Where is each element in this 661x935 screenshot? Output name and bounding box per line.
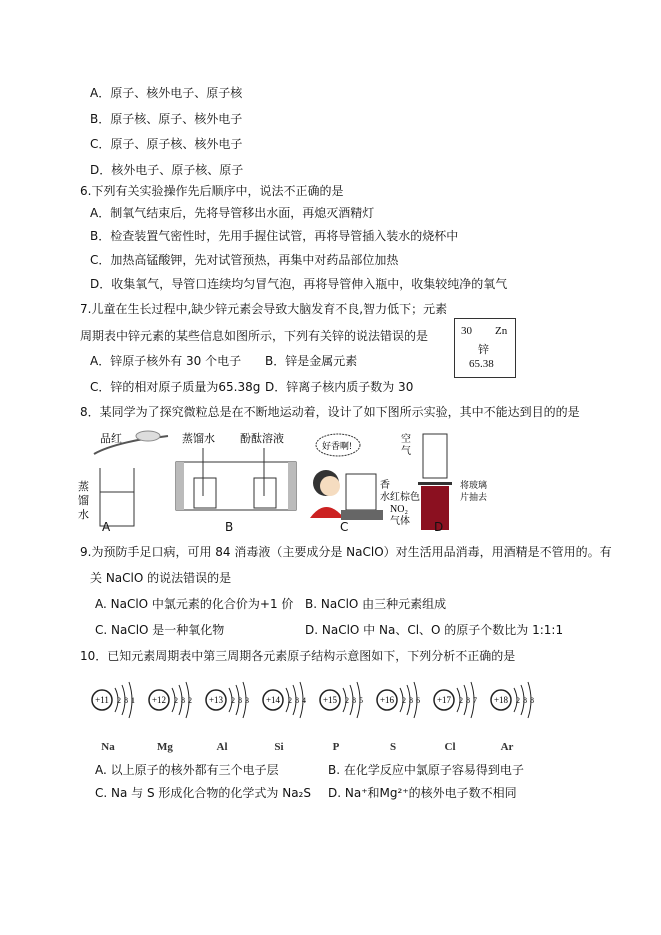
q10-option-d: D. Na⁺和Mg²⁺的核外电子数不相同 <box>328 786 517 800</box>
svg-text:将玻璃: 将玻璃 <box>460 480 488 490</box>
element-symbol: Si <box>274 741 284 753</box>
electron-count: 8 <box>295 696 299 705</box>
q6-stem: 6.下列有关实验操作先后顺序中，说法不正确的是 <box>80 184 344 198</box>
q6-option-b: B．检查装置气密性时，先用手握住试管，再将导管插入装水的烧杯中 <box>90 229 459 243</box>
svg-text:气体: 气体 <box>390 516 410 527</box>
q10-stem: 10．已知元素周期表中第三周期各元素原子结构示意图如下，下列分析不正确的是 <box>80 649 516 663</box>
electron-count: 3 <box>245 696 249 705</box>
electron-count: 8 <box>523 696 527 705</box>
electron-count: 5 <box>359 696 363 705</box>
electron-count: 1 <box>131 696 135 705</box>
electron-count: 8 <box>238 696 242 705</box>
element-symbol: P <box>332 741 340 753</box>
q9-option-a: A. NaClO 中氯元素的化合价为+1 价 <box>95 597 294 611</box>
q6-option-d: D．收集氧气，导管口连续均匀冒气泡，再将导管伸入瓶中，收集较纯净的氧气 <box>90 277 508 291</box>
electron-count: 8 <box>124 696 128 705</box>
element-name: 锌 <box>478 343 489 356</box>
electron-count: 6 <box>416 696 420 705</box>
svg-text:香: 香 <box>380 480 390 491</box>
atom-S <box>377 682 420 753</box>
electron-count: 2 <box>174 696 178 705</box>
q7-option-b: B．锌是金属元素 <box>265 354 358 368</box>
q7-option-d: D．锌离子核内质子数为 30 <box>265 380 414 394</box>
experiment-b <box>176 431 296 510</box>
svg-text:片抽去: 片抽去 <box>460 492 488 502</box>
element-symbol: Mg <box>157 741 173 753</box>
nuclear-charge: +15 <box>322 695 338 705</box>
label-pinhong: 品红 <box>100 433 122 445</box>
q7-option-c: C．锌的相对原子质量为65.38g <box>90 380 261 394</box>
experiment-c <box>310 434 390 520</box>
svg-text:馏: 馏 <box>78 495 89 507</box>
electron-count: 2 <box>459 696 463 705</box>
electron-count: 2 <box>117 696 121 705</box>
q9-option-b: B. NaClO 由三种元素组成 <box>305 597 447 611</box>
experiment-a <box>78 431 168 526</box>
q5-option-b: B．原子核、原子、核外电子 <box>90 112 243 126</box>
atom-Mg <box>149 682 192 753</box>
element-symbol: Zn <box>495 325 508 337</box>
svg-text:NO₂: NO₂ <box>390 504 408 515</box>
q7-stem-line1: 7.儿童在生长过程中,缺少锌元素会导致大脑发育不良,智力低下；元素 <box>80 302 448 316</box>
q7-stem-line2: 周期表中锌元素的某些信息如图所示，下列有关锌的说法错误的是 <box>80 329 429 343</box>
q9-stem-line2: 关 NaClO 的说法错误的是 <box>90 571 232 585</box>
electron-count: 2 <box>231 696 235 705</box>
atom-P <box>320 682 363 753</box>
nuclear-charge: +18 <box>493 695 509 705</box>
svg-text:好香啊!: 好香啊! <box>322 441 352 451</box>
electron-count: 2 <box>345 696 349 705</box>
q5-option-a: A．原子、核外电子、原子核 <box>90 86 243 100</box>
svg-text:空: 空 <box>401 434 411 445</box>
nuclear-charge: +16 <box>379 695 395 705</box>
atomic-number: 30 <box>461 325 472 337</box>
electron-count: 7 <box>473 696 477 705</box>
nuclear-charge: +12 <box>151 695 167 705</box>
nuclear-charge: +13 <box>208 695 224 705</box>
electron-count: 2 <box>288 696 292 705</box>
svg-text:气: 气 <box>401 446 411 457</box>
experiment-d <box>390 432 487 530</box>
fig-label-b: B <box>225 520 234 534</box>
q8-stem: 8．某同学为了探究微粒总是在不断地运动着，设计了如下图所示实验，其中不能达到目的的是 <box>80 405 580 419</box>
electron-count: 8 <box>409 696 413 705</box>
fig-label-d: D <box>434 520 444 534</box>
q9-option-c: C. NaClO 是一种氧化物 <box>95 623 225 637</box>
element-symbol: Na <box>101 741 115 753</box>
electron-count: 2 <box>188 696 192 705</box>
nuclear-charge: +14 <box>265 695 281 705</box>
q6-option-a: A．制氧气结束后，先将导管移出水面，再熄灭酒精灯 <box>90 206 375 220</box>
electron-count: 8 <box>181 696 185 705</box>
zinc-element-card <box>454 318 516 378</box>
atom-Si <box>263 682 306 753</box>
electron-count: 8 <box>352 696 356 705</box>
q10-option-b: B. 在化学反应中氯原子容易得到电子 <box>328 763 524 777</box>
label-phenolphthalein: 酚酞溶液 <box>240 433 284 445</box>
element-symbol: S <box>389 741 397 753</box>
electron-count: 8 <box>530 696 534 705</box>
electron-count: 2 <box>516 696 520 705</box>
svg-text:蒸: 蒸 <box>78 481 89 493</box>
element-symbol: Al <box>216 741 228 753</box>
q10-option-c: C. Na 与 S 形成化合物的化学式为 Na₂S <box>95 786 311 800</box>
atom-Na <box>92 682 135 753</box>
atomic-mass: 65.38 <box>469 358 494 370</box>
svg-text:水: 水 <box>380 492 390 503</box>
nuclear-charge: +17 <box>436 695 452 705</box>
atom-Cl <box>434 682 477 753</box>
q9-option-d: D. NaClO 中 Na、Cl、O 的原子个数比为 1:1:1 <box>305 623 564 637</box>
q8-experiment-figure <box>78 428 488 534</box>
fig-label-a: A <box>102 520 111 534</box>
q5-option-c: C．原子、原子核、核外电子 <box>90 137 243 151</box>
label-distilled-water: 蒸馏水 <box>182 433 215 445</box>
q7-option-a: A．锌原子核外有 30 个电子 <box>90 354 242 368</box>
electron-count: 4 <box>302 696 306 705</box>
svg-text:水: 水 <box>78 509 89 521</box>
atomic-structure-diagrams <box>90 672 560 752</box>
q6-option-c: C．加热高锰酸钾，先对试管预热，再集中对药品部位加热 <box>90 253 399 267</box>
svg-text:红棕色: 红棕色 <box>390 492 420 503</box>
atom-Al <box>206 682 249 753</box>
fig-label-c: C <box>340 520 349 534</box>
element-symbol: Cl <box>444 741 456 753</box>
electron-count: 2 <box>402 696 406 705</box>
element-symbol: Ar <box>500 741 514 753</box>
electron-count: 8 <box>466 696 470 705</box>
q5-option-d: D．核外电子、原子核、原子 <box>90 163 244 177</box>
nuclear-charge: +11 <box>95 695 109 705</box>
atom-Ar <box>491 682 534 753</box>
q9-stem-line1: 9.为预防手足口病，可用 84 消毒液（主要成分是 NaClO）对生活用品消毒，用酒精是不管用的。有 <box>80 545 612 559</box>
q10-option-a: A. 以上原子的核外都有三个电子层 <box>95 763 279 777</box>
